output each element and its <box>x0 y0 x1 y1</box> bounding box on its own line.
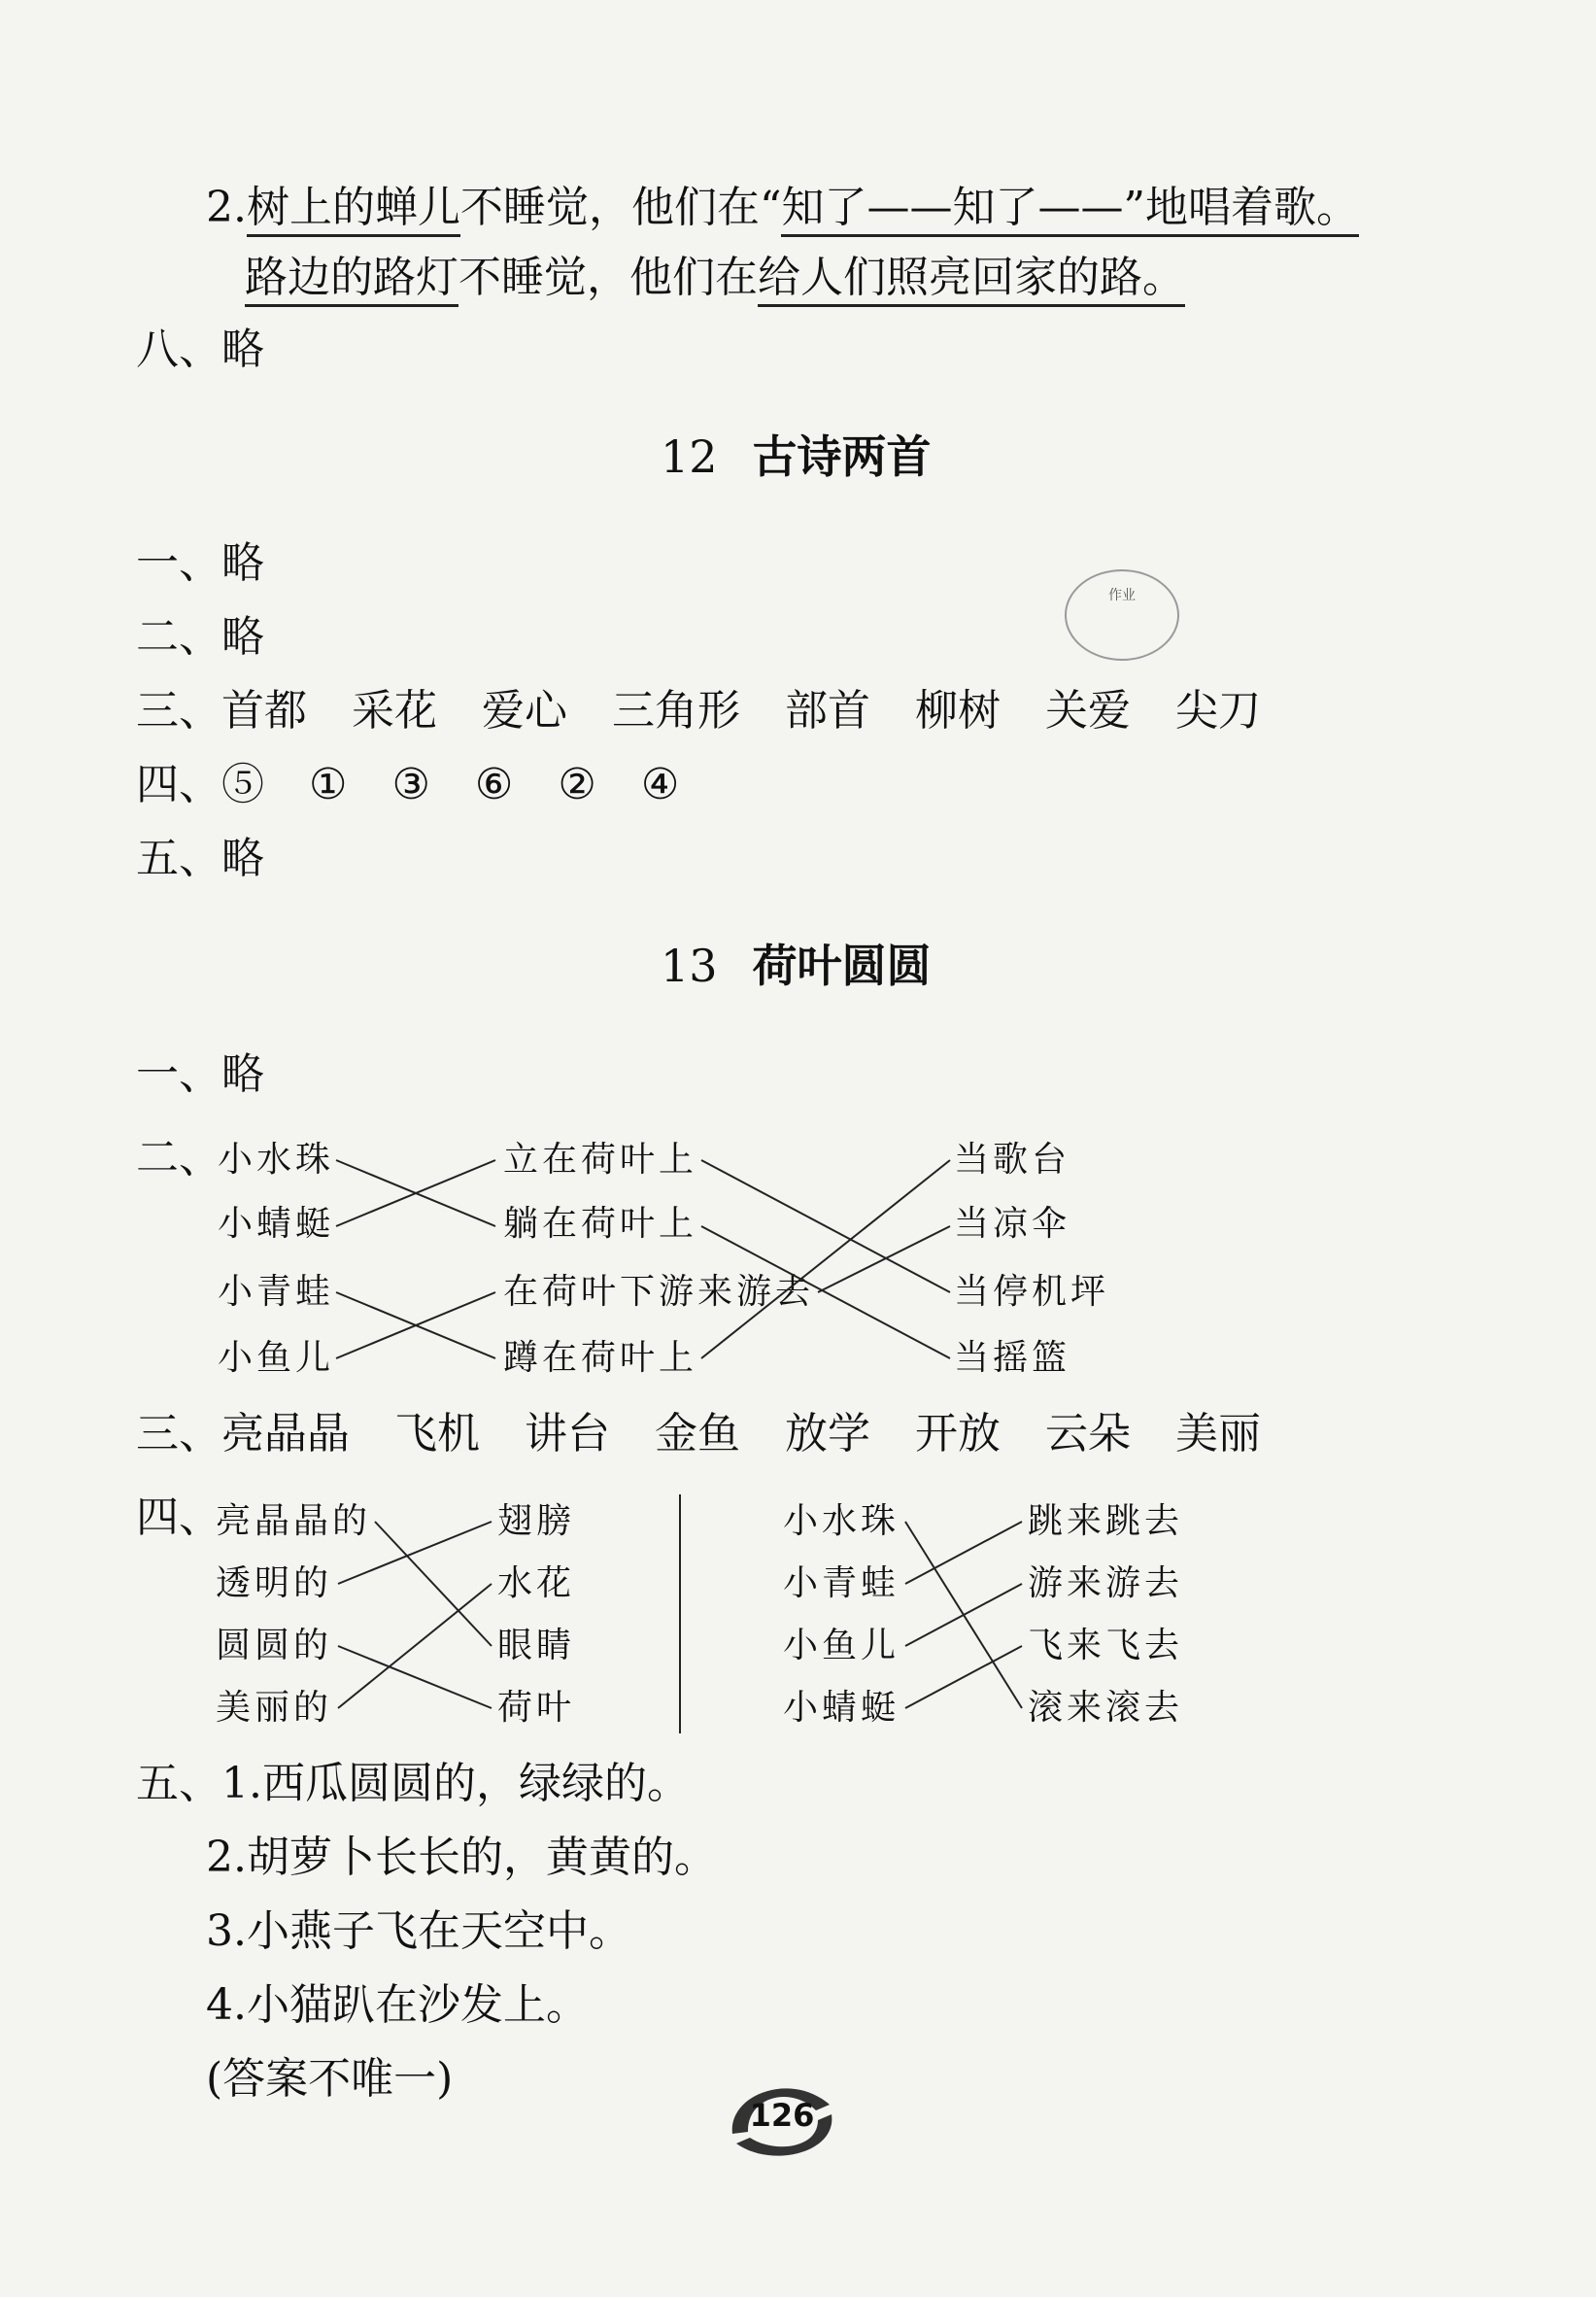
match-a-mid: 立在荷叶上 <box>503 1140 698 1180</box>
match-a-right: 当歌台 <box>954 1140 1071 1180</box>
stamp-text: 作业 <box>1108 588 1136 603</box>
sentence: 3.小燕子飞在天空中。 <box>206 1906 631 1956</box>
match-b-noun: 眼睛 <box>497 1626 576 1665</box>
match-c-right: 飞来飞去 <box>1028 1626 1184 1665</box>
lesson13-a1: 一、略 <box>136 1049 264 1099</box>
q7-line1-num: 2. <box>206 183 247 232</box>
lesson13-a5-label: 五、 <box>136 1759 221 1808</box>
stamp-shape-icon <box>1059 562 1185 669</box>
sentence: 2.胡萝卜长长的，黄黄的。 <box>206 1833 717 1882</box>
lesson12-a4-label: 四、 <box>136 760 221 809</box>
word: 讲台 <box>525 1409 610 1458</box>
match-line <box>905 1522 1022 1584</box>
word: 云朵 <box>1045 1409 1131 1458</box>
match-c-right: 游来游去 <box>1028 1563 1184 1603</box>
order-item: ⑤ <box>221 760 264 809</box>
word: 部首 <box>785 686 870 736</box>
answer-note: (答案不唯一) <box>206 2054 454 2104</box>
lesson12-a5: 五、略 <box>136 834 264 883</box>
word: 飞机 <box>394 1409 480 1458</box>
q8-answer: 八、略 <box>136 325 264 374</box>
q7-line1-mid: 不睡觉，他们在“ <box>459 183 782 232</box>
match-a-left: 小水珠 <box>218 1140 335 1180</box>
lesson12-title: 古诗两首 <box>752 430 932 483</box>
lesson12-a1: 一、略 <box>136 538 264 588</box>
match-b-noun: 荷叶 <box>497 1688 576 1728</box>
match-line <box>701 1226 950 1358</box>
lesson13-a4-label: 四、 <box>136 1492 221 1542</box>
match-line <box>701 1160 950 1358</box>
match-line <box>905 1584 1022 1646</box>
match-a-left: 小蜻蜓 <box>218 1204 335 1244</box>
order-item: ③ <box>391 760 430 809</box>
match-b-noun: 水花 <box>497 1563 576 1603</box>
word: 金鱼 <box>655 1409 740 1458</box>
order-item: ⑥ <box>474 760 514 809</box>
q7-line2-mid: 不睡觉，他们在 <box>458 253 758 302</box>
word: 爱心 <box>482 686 567 736</box>
match-c-left: 小水珠 <box>783 1501 900 1541</box>
match-c-left: 小蜻蜓 <box>783 1688 900 1728</box>
match-line <box>905 1646 1022 1708</box>
match-b-noun: 翅膀 <box>497 1501 576 1541</box>
lesson13-a3-label: 三、 <box>136 1409 221 1458</box>
match-line <box>701 1160 950 1292</box>
match-c-left: 小鱼儿 <box>783 1626 900 1665</box>
page-number: 126 <box>749 2097 815 2134</box>
page-number-badge <box>723 2075 841 2165</box>
match-c-right: 跳来跳去 <box>1028 1501 1184 1541</box>
match-a-left: 小鱼儿 <box>218 1338 335 1378</box>
lesson13-number: 13 <box>661 940 718 992</box>
q7-line2-action: 给人们照亮回家的路。 <box>758 253 1185 307</box>
word: 首都 <box>221 686 307 736</box>
order-item: ② <box>558 760 596 809</box>
order-item: ① <box>309 760 348 809</box>
lesson13-title: 荷叶圆圆 <box>752 940 932 992</box>
stamp <box>1059 562 1185 669</box>
match-line <box>338 1646 492 1708</box>
match-b-left: 美丽的 <box>216 1688 333 1728</box>
match-c-left: 小青蛙 <box>783 1563 900 1603</box>
word: 开放 <box>915 1409 1001 1458</box>
match-line <box>338 1584 492 1708</box>
match-b-left: 亮晶晶的 <box>216 1501 372 1541</box>
q7-line1-subject: 树上的蝉儿 <box>247 183 460 237</box>
q7-line1-sound: 知了——知了—— <box>781 183 1123 237</box>
match-a-mid: 躺在荷叶上 <box>503 1204 698 1244</box>
word: 三角形 <box>612 686 740 736</box>
word: 尖刀 <box>1175 686 1261 736</box>
match-line <box>338 1522 492 1584</box>
q7-line1-end: ”地唱着歌。 <box>1123 183 1359 237</box>
word: 柳树 <box>915 686 1001 736</box>
order-item: ④ <box>640 760 680 809</box>
match-a-right: 当摇篮 <box>954 1338 1071 1378</box>
word: 亮晶晶 <box>221 1409 350 1458</box>
lesson12-a2: 二、略 <box>136 612 264 662</box>
match-line <box>375 1522 492 1646</box>
match-a-left: 小青蛙 <box>218 1272 335 1312</box>
word: 美丽 <box>1175 1409 1261 1458</box>
word: 采花 <box>352 686 437 736</box>
match-a-right: 当凉伞 <box>954 1204 1071 1244</box>
match-a-mid: 在荷叶下游来游去 <box>503 1272 815 1312</box>
lesson13-a2-label: 二、 <box>136 1133 221 1183</box>
match-a-right: 当停机坪 <box>954 1272 1110 1312</box>
q7-line2-subject: 路边的路灯 <box>245 253 458 307</box>
word: 关爱 <box>1045 686 1131 736</box>
lesson12-a3-label: 三、 <box>136 686 221 736</box>
match-b-left: 圆圆的 <box>216 1626 333 1665</box>
lesson12-number: 12 <box>661 430 718 483</box>
match-c-right: 滚来滚去 <box>1028 1688 1184 1728</box>
match-b-left: 透明的 <box>216 1563 333 1603</box>
sentence: 1.西瓜圆圆的，绿绿的。 <box>221 1759 690 1808</box>
match-a-mid: 蹲在荷叶上 <box>503 1338 698 1378</box>
sentence: 4.小猫趴在沙发上。 <box>206 1980 589 2030</box>
word: 放学 <box>785 1409 870 1458</box>
